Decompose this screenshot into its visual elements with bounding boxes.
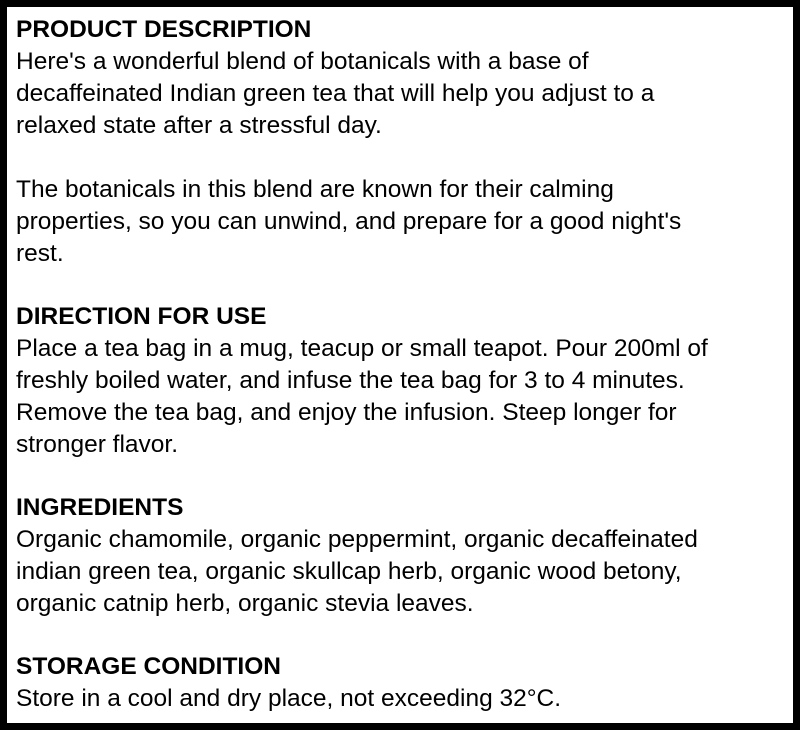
direction-for-use-text: Place a tea bag in a mug, teacup or small teapot. Pour 200ml of freshly boiled water, and infuse the tea bag for 3 to 4 minutes. Remove the tea bag, and enjoy the infusion. Steep longer for stronger flavor. (16, 335, 708, 458)
ingredients-heading: INGREDIENTS (16, 494, 184, 521)
product-description-heading: PRODUCT DESCRIPTION (16, 16, 312, 43)
product-description-section (16, 14, 793, 270)
ingredients-section (16, 492, 793, 620)
storage-condition-section (16, 651, 793, 715)
product-label-panel (7, 7, 793, 723)
ingredients-text: Organic chamomile, organic peppermint, organic decaffeinated indian green tea, organic skullcap herb, organic wood betony, organic catnip herb, organic stevia leaves. (16, 526, 698, 617)
storage-condition-text: Store in a cool and dry place, not exceeding 32°C. (16, 685, 562, 712)
direction-for-use-heading: DIRECTION FOR USE (16, 303, 267, 330)
product-description-paragraph-2: The botanicals in this blend are known for their calming properties, so you can unwind, and prepare for a good night's rest. (16, 176, 682, 267)
direction-for-use-section (16, 301, 793, 461)
product-description-paragraph-1: Here's a wonderful blend of botanicals with a base of decaffeinated Indian green tea that will help you adjust to a relaxed state after a stressful day. (16, 48, 655, 139)
storage-condition-heading: STORAGE CONDITION (16, 653, 281, 680)
